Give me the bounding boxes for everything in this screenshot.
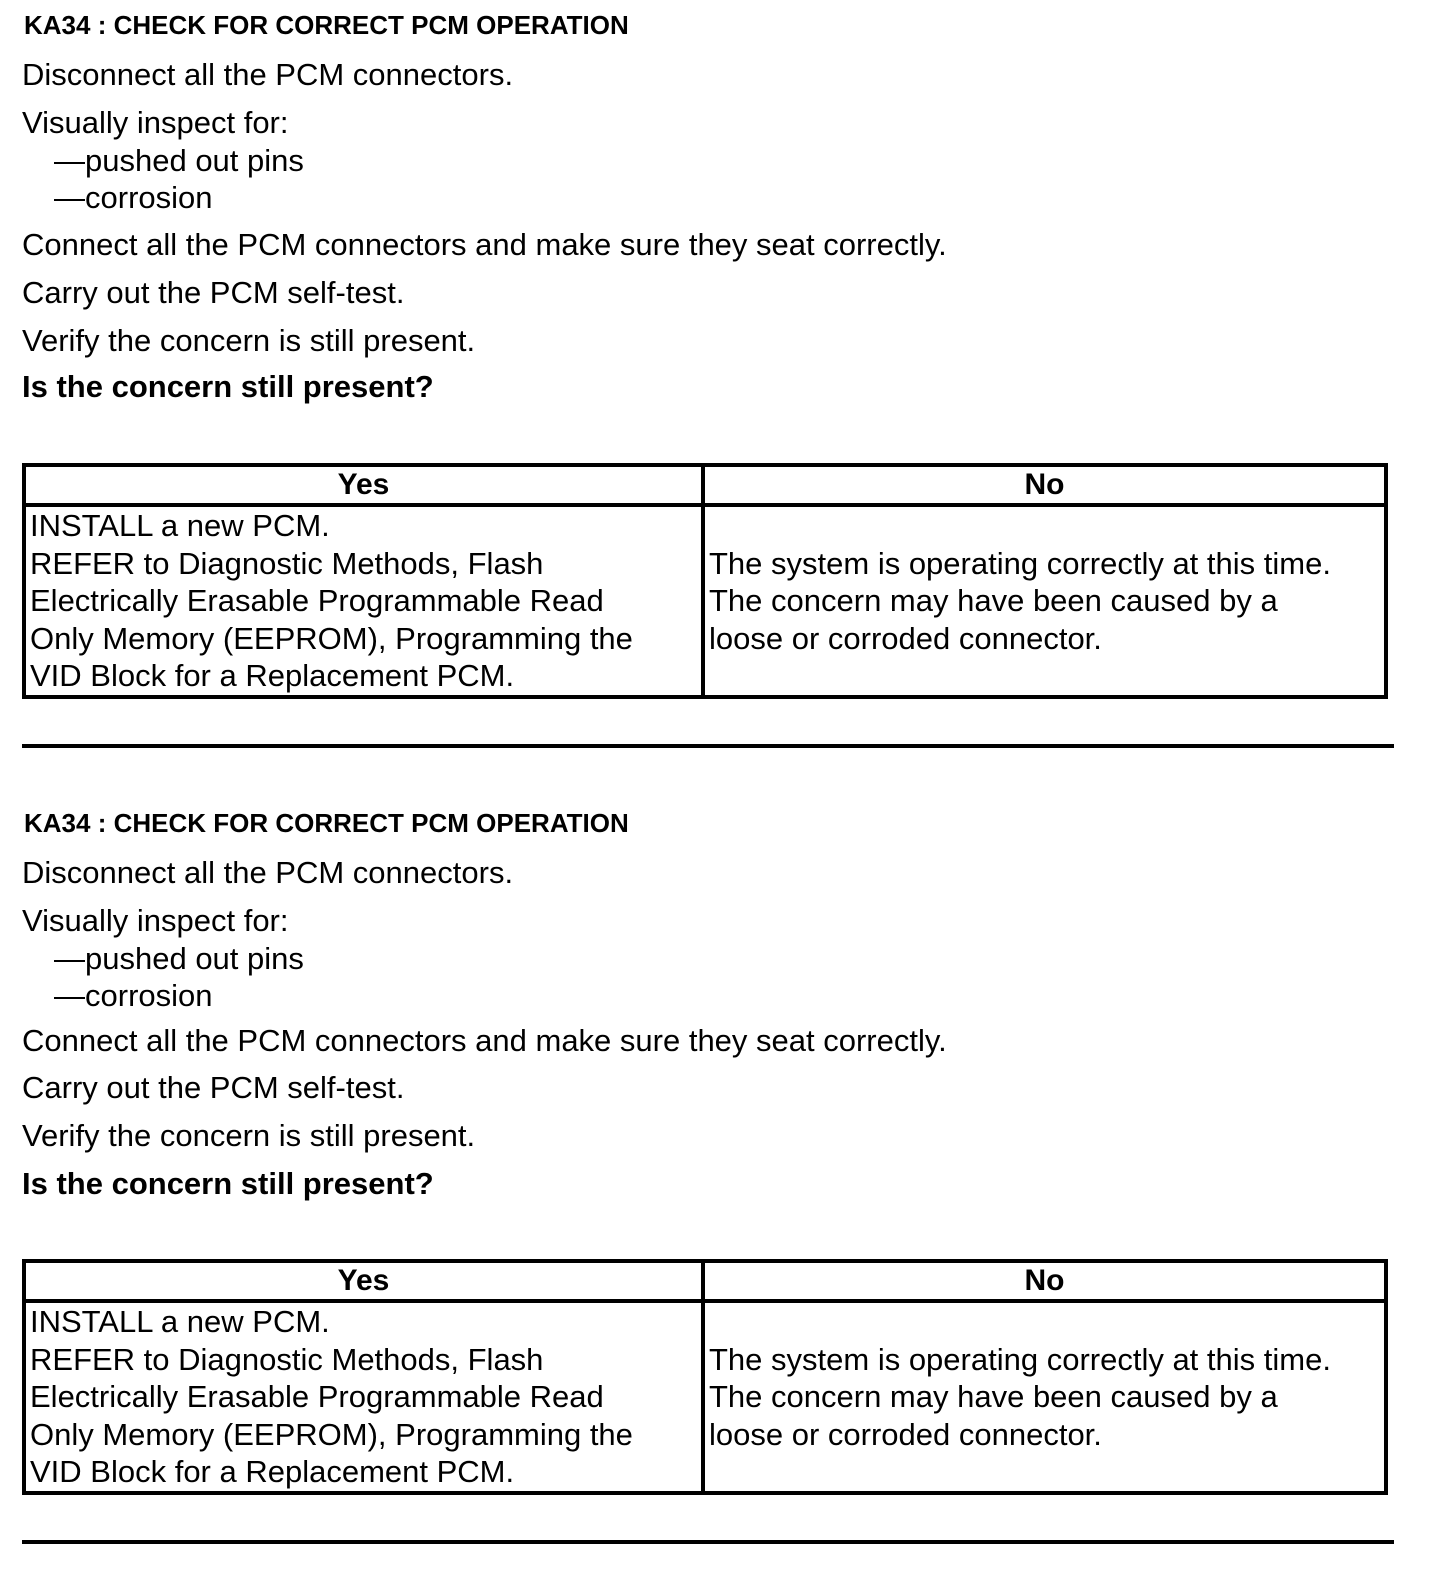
yes-action-cell [24, 505, 703, 697]
yes-action-line: Only Memory (EEPROM), Programming the [30, 620, 633, 656]
yes-action-line: Electrically Erasable Programmable Read [30, 1379, 604, 1414]
yes-column-header: Yes [24, 465, 703, 505]
section-divider [22, 1540, 1394, 1544]
instruction-line: Carry out the PCM self-test. [22, 1070, 405, 1105]
instruction-line: Verify the concern is still present. [22, 1118, 476, 1153]
yes-action-line: INSTALL a new PCM. [30, 508, 330, 543]
result-table [22, 1259, 1388, 1495]
no-action-cell [703, 505, 1386, 697]
no-action-line: The concern may have been caused by a [709, 583, 1278, 618]
instruction-line: Connect all the PCM connectors and make sure they seat correctly. [22, 227, 947, 262]
no-column-header: No [703, 1261, 1386, 1301]
instruction-line: Verify the concern is still present. [22, 323, 476, 358]
inspection-item: —corrosion [54, 180, 213, 215]
instruction-line: Connect all the PCM connectors and make sure they seat correctly. [22, 1023, 947, 1058]
result-table-row [24, 1301, 1386, 1493]
inspection-item: —pushed out pins [54, 941, 304, 976]
diagnostic-step-section [22, 10, 1394, 750]
result-table-row [24, 505, 1386, 697]
result-table-header-row [24, 1261, 1386, 1301]
no-action-line: The concern may have been caused by a [709, 1379, 1278, 1414]
no-action-cell [703, 1301, 1386, 1493]
instruction-line: Visually inspect for: [22, 903, 289, 938]
no-action-line: loose or corroded connector. [709, 620, 1102, 656]
diagnostic-step-section [22, 808, 1394, 1548]
yes-action-line: Electrically Erasable Programmable Read [30, 583, 604, 618]
step-question: Is the concern still present? [22, 1166, 434, 1201]
yes-column-header: Yes [24, 1261, 703, 1301]
instruction-line: Disconnect all the PCM connectors. [22, 57, 514, 92]
instruction-line: Carry out the PCM self-test. [22, 275, 405, 310]
yes-action-line: VID Block for a Replacement PCM. [30, 658, 515, 693]
instruction-line: Visually inspect for: [22, 105, 289, 140]
yes-action-line: Only Memory (EEPROM), Programming the [30, 1416, 633, 1452]
no-action-line: The system is operating correctly at this time. [709, 545, 1331, 581]
inspection-item: —pushed out pins [54, 143, 304, 178]
yes-action-line: VID Block for a Replacement PCM. [30, 1454, 515, 1489]
result-table-header-row [24, 465, 1386, 505]
no-action-line: loose or corroded connector. [709, 1416, 1102, 1452]
no-action-line: The system is operating correctly at this time. [709, 1341, 1331, 1377]
instruction-line: Disconnect all the PCM connectors. [22, 855, 514, 890]
step-question: Is the concern still present? [22, 369, 434, 404]
yes-action-line: REFER to Diagnostic Methods, Flash [30, 1341, 544, 1377]
section-divider [22, 744, 1394, 748]
yes-action-line: REFER to Diagnostic Methods, Flash [30, 545, 544, 581]
step-title: KA34 : CHECK FOR CORRECT PCM OPERATION [24, 10, 629, 40]
yes-action-cell [24, 1301, 703, 1493]
result-table [22, 463, 1388, 699]
inspection-item: —corrosion [54, 978, 213, 1013]
step-title: KA34 : CHECK FOR CORRECT PCM OPERATION [24, 808, 629, 838]
yes-action-line: INSTALL a new PCM. [30, 1304, 330, 1339]
no-column-header: No [703, 465, 1386, 505]
